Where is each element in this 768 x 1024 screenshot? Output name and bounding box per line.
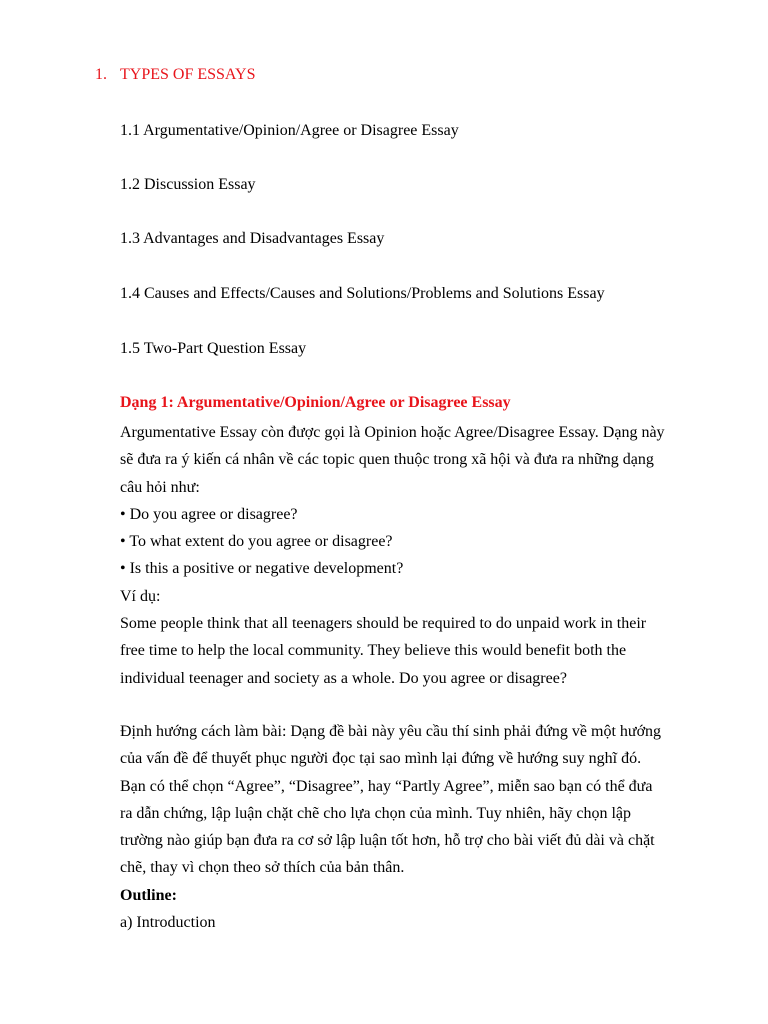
outline-label: Outline: [120, 886, 177, 904]
guidance-line: Định hướng cách làm bài: Dạng đề bài này yêu cầu thí sinh phải đứng về một hướng [120, 723, 662, 740]
bullet-item: • Is this a positive or negative development? [120, 560, 404, 578]
toc-item-1-4: 1.4 Causes and Effects/Causes and Solutions/Problems and Solutions Essay [120, 285, 605, 302]
toc-item-1-1: 1.1 Argumentative/Opinion/Agree or Disagree Essay [120, 122, 459, 139]
example-label: Ví dụ: [120, 587, 161, 605]
section-heading [95, 66, 255, 84]
intro-line: Argumentative Essay còn được gọi là Opinion hoặc Agree/Disagree Essay. Dạng này [120, 424, 665, 441]
example-line: free time to help the local community. They believe this would benefit both the [120, 642, 627, 660]
guidance-line: ra dẫn chứng, lập luận chặt chẽ cho lựa chọn của mình. Tuy nhiên, hãy chọn lập [120, 804, 631, 822]
toc-item-1-2: 1.2 Discussion Essay [120, 176, 256, 193]
heading-title: TYPES OF ESSAYS [120, 66, 256, 83]
intro-line: sẽ đưa ra ý kiến cá nhân về các topic quen thuộc trong xã hội và đưa ra những dạng [120, 451, 654, 469]
bullet-item: • To what extent do you agree or disagree? [120, 533, 393, 551]
intro-line: câu hỏi như: [120, 478, 200, 496]
heading-number: 1. [95, 66, 107, 83]
example-line: individual teenager and society as a whole. Do you agree or disagree? [120, 669, 567, 687]
guidance-line: của vấn đề để thuyết phục người đọc tại sao mình lại đứng về hướng suy nghĩ đó. [120, 750, 642, 768]
guidance-line: trường nào giúp bạn đưa ra cơ sở lập luận tốt hơn, hỗ trợ cho bài viết đủ dài và chặt [120, 832, 655, 850]
section-1-body [120, 419, 705, 692]
guidance-body [120, 718, 705, 936]
guidance-line: Bạn có thể chọn “Agree”, “Disagree”, hay “Partly Agree”, miễn sao bạn có thể đưa [120, 777, 653, 795]
outline-item: a) Introduction [120, 914, 216, 932]
toc-item-1-3: 1.3 Advantages and Disadvantages Essay [120, 230, 385, 247]
example-line: Some people think that all teenagers should be required to do unpaid work in their [120, 615, 647, 633]
toc-item-1-5: 1.5 Two-Part Question Essay [120, 340, 307, 357]
section-1-title: Dạng 1: Argumentative/Opinion/Agree or Disagree Essay [120, 394, 511, 411]
guidance-line: chẽ, thay vì chọn theo sở thích của bản thân. [120, 859, 405, 877]
bullet-item: • Do you agree or disagree? [120, 505, 298, 523]
